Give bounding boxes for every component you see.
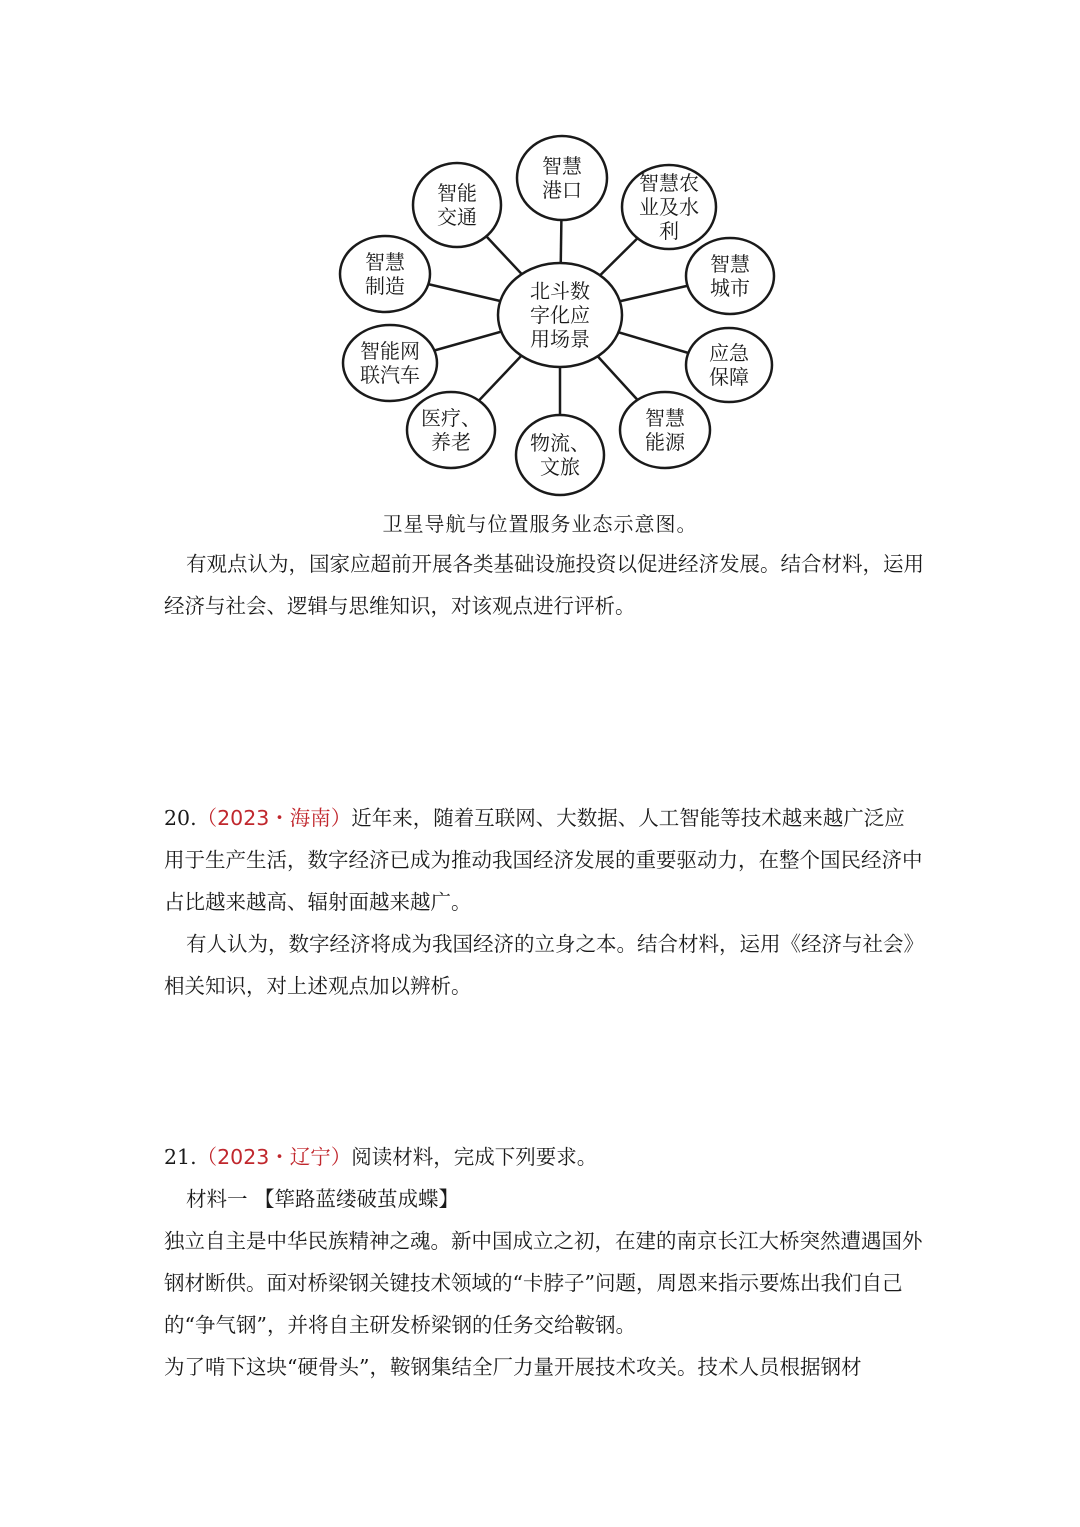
node-label: 智慧: [365, 250, 405, 274]
q21-material-title: 材料一 【筚路蓝缕破茧成蝶】: [186, 1187, 460, 1211]
node-label: 交通: [437, 205, 477, 229]
node-label: 智慧: [710, 252, 750, 276]
node-label: 联汽车: [360, 363, 420, 387]
diagram-node: [622, 165, 716, 249]
q21-text-2: 独立自主是中华民族精神之魂。新中国成立之初，在建的南京长江大桥突然遭遇国外钢材断供。面对桥梁钢关键技术领域的“卡脖子”问题，周恩来指示要炼出我们自己的“争气钢”，并将自主研发桥梁钢的任务交给鞍钢。: [164, 1229, 923, 1337]
node-label: 智慧农: [639, 171, 699, 195]
node-label: 养老: [431, 430, 471, 454]
diagram-node: [407, 392, 495, 468]
node-label: 智慧: [542, 154, 582, 178]
q20-text-2: 有人认为，数字经济将成为我国经济的立身之本。结合材料，运用《经济与社会》相关知识，对上述观点加以辨析。: [164, 932, 924, 998]
node-label: 制造: [365, 274, 405, 298]
diagram-node: [340, 236, 430, 312]
q21-number: 21.: [164, 1145, 197, 1169]
node-label: 智能: [437, 181, 477, 205]
node-label: 港口: [542, 178, 582, 202]
node-label: 保障: [709, 365, 749, 389]
node-label: 智能网: [360, 339, 420, 363]
center-label: 用场景: [530, 327, 590, 351]
node-label: 医疗、: [421, 406, 481, 430]
node-label: 城市: [710, 276, 750, 300]
diagram-caption: 卫星导航与位置服务业态示意图。: [382, 512, 698, 536]
diagram-node: [413, 163, 501, 247]
node-label: 文旅: [540, 455, 580, 479]
diagram-node: [686, 238, 774, 314]
node-label: 利: [659, 219, 679, 243]
center-label: 字化应: [530, 303, 590, 327]
q21-source: （2023・辽宁）: [196, 1145, 352, 1169]
q20-text-1: 近年来，随着互联网、大数据、人工智能等技术越来越广泛应用于生产生活，数字经济已成为推动我国经济发展的重要驱动力，在整个国民经济中占比越来越高、辐射面越来越广。: [164, 806, 923, 914]
node-label: 能源: [645, 430, 685, 454]
diagram-node: [343, 325, 437, 401]
diagram-node: [517, 136, 607, 220]
diagram-node: [620, 392, 710, 468]
q19-text: 有观点认为，国家应超前开展各类基础设施投资以促进经济发展。结合材料，运用经济与社会、逻辑与思维知识，对该观点进行评析。: [164, 552, 924, 618]
node-label: 智慧: [645, 406, 685, 430]
diagram-node: [686, 328, 772, 402]
q21-text-3: 为了啃下这块“硬骨头”，鞍钢集结全厂力量开展技术攻关。技术人员根据钢材: [164, 1355, 862, 1379]
node-label: 业及水: [639, 195, 699, 219]
diagram-node: [516, 415, 604, 495]
q21-text-1: 阅读材料，完成下列要求。: [351, 1145, 598, 1169]
beidou-diagram: [0, 0, 1080, 500]
q20-paragraph-1: [164, 797, 924, 923]
q20-source: （2023・海南）: [196, 806, 352, 830]
node-label: 物流、: [530, 431, 590, 455]
node-label: 应急: [709, 341, 749, 365]
q21-paragraph-1: [164, 1136, 924, 1178]
center-label: 北斗数: [530, 279, 590, 303]
q20-number: 20.: [164, 806, 197, 830]
